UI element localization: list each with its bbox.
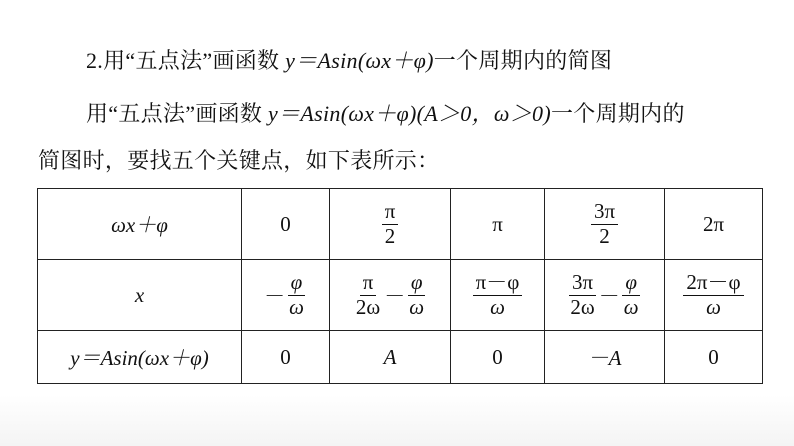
heading-formula: y＝Asin(ωx＋φ) [285, 48, 434, 73]
heading-number: 2. [86, 48, 104, 73]
denominator: ω [490, 294, 505, 319]
table-row [38, 260, 763, 331]
numerator: π [360, 271, 377, 295]
row-label-y: y＝Asin(ωx＋φ) [38, 331, 242, 384]
fraction [473, 271, 523, 318]
table-cell [330, 260, 451, 331]
table-cell: 0 [242, 189, 330, 260]
heading-text-before: 用“五点法”画函数 [103, 48, 286, 73]
fraction [286, 271, 307, 318]
numerator: φ [288, 271, 306, 295]
denominator: ω [289, 294, 304, 319]
table-cell [451, 260, 545, 331]
five-point-table [37, 188, 763, 384]
fraction [406, 271, 427, 318]
numerator: 3π [569, 271, 596, 295]
fraction [382, 200, 399, 247]
table-cell: 2π [665, 189, 763, 260]
table-cell: 0 [451, 331, 545, 384]
table-cell: －A [545, 331, 665, 384]
row-label-phase: ωx＋φ [38, 189, 242, 260]
table-cell [545, 260, 665, 331]
denominator: ω [409, 294, 425, 319]
paragraph-text-after: 一个周期内的 [550, 101, 685, 126]
minus-sign: － [598, 284, 620, 308]
fraction [567, 271, 597, 318]
numerator: φ [408, 271, 426, 295]
paragraph-text-before: 用“五点法”画函数 [86, 101, 269, 126]
background-decoration [0, 395, 794, 446]
minus-sign: － [384, 284, 406, 308]
numerator: π [382, 200, 399, 224]
paragraph-line-2: 简图时，要找五个关键点，如下表所示： [38, 148, 440, 173]
table-cell [545, 189, 665, 260]
paragraph-line-1 [86, 97, 685, 128]
table-cell [330, 189, 451, 260]
numerator: 3π [591, 200, 618, 224]
table-cell: π [451, 189, 545, 260]
fraction [591, 200, 618, 247]
row-label-x: x [38, 260, 242, 331]
table-cell: A [330, 331, 451, 384]
heading-text-after: 一个周期内的简图 [433, 48, 613, 73]
denominator: 2 [384, 223, 396, 248]
denominator: 2 [599, 223, 610, 248]
table-cell: 0 [242, 331, 330, 384]
table-cell: 0 [665, 331, 763, 384]
numerator: π－φ [473, 271, 523, 295]
denominator: ω [623, 294, 639, 319]
minus-sign: － [264, 284, 286, 308]
section-heading [86, 44, 612, 75]
table-row [38, 189, 763, 260]
fraction [683, 271, 743, 318]
fraction [621, 271, 642, 318]
fraction [353, 271, 383, 318]
paragraph-formula: y＝Asin(ωx＋φ)(A＞0，ω＞0) [268, 101, 551, 126]
denominator: 2ω [570, 294, 595, 319]
numerator: φ [622, 271, 640, 295]
numerator: 2π－φ [683, 271, 743, 295]
table-row [38, 331, 763, 384]
table-cell [665, 260, 763, 331]
denominator: ω [706, 294, 721, 319]
denominator: 2ω [355, 294, 381, 319]
table-cell [242, 260, 330, 331]
